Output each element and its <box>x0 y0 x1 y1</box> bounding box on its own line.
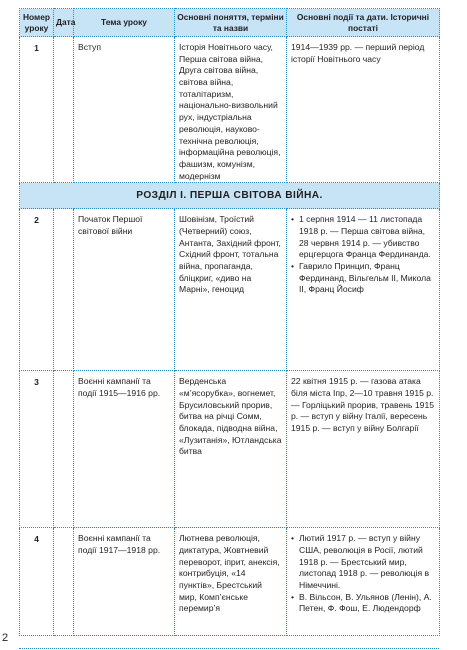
lesson-terms: Шовінізм, Троїстий (Четверний) союз, Антанта, Західний фронт, Східний фронт, тотальна війна, пропаганда, бліцкриг, «диво на Марні», геноцид <box>175 209 287 371</box>
figures-bullet: • В. Вільсон, В. Ульянов (Ленін), А. Петен, Ф. Фош, Е. Людендорф <box>291 592 435 615</box>
lesson-date <box>54 37 74 183</box>
table-bottom-border <box>19 648 439 649</box>
lesson-plan-table <box>19 8 440 636</box>
lesson-events <box>287 37 440 183</box>
event-text: 22 квітня 1915 р. — газова атака біля міста Іпр, 2—10 травня 1915 р. — Горліцький прорив, травень 1915 р. — вступ у війну Італії, вересень 1915 р. — вступ у війну Болгарії <box>291 376 435 433</box>
lesson-number: 4 <box>20 528 54 636</box>
lesson-number: 3 <box>20 371 54 528</box>
lesson-date <box>54 209 74 371</box>
lesson-number: 2 <box>20 209 54 371</box>
lesson-number: 1 <box>20 37 54 183</box>
table-row <box>20 371 440 528</box>
lesson-events <box>287 371 440 528</box>
event-bullet: • Лютий 1917 р. — вступ у війну США, революція в Росії, лютий 1918 р. — Брестський мир, листопад 1918 р. — революція в Німеччині. <box>291 533 435 591</box>
header-events-dates: Основні події та дати. Історичні постаті <box>287 9 440 37</box>
lesson-terms: Лютнева революція, диктатура, Жовтневий переворот, іприт, анексія, контрибуція, «14 пунктів», Брестський мир, Комп’єнське перемир’я <box>175 528 287 636</box>
lesson-date <box>54 528 74 636</box>
page-number: 2 <box>2 632 9 644</box>
header-key-terms: Основні поняття, терміни та назви <box>175 9 287 37</box>
header-lesson-topic: Тема уроку <box>74 9 175 37</box>
table-row <box>20 37 440 183</box>
lesson-topic: Воєнні кампанії та події 1915—1916 рр. <box>74 371 175 528</box>
lesson-terms: Історія Новітнього часу, Перша світова війна, Друга світова війна, світова війна, тоталітаризм, національно-визвольний рух, індустріальна революція, науково-технічна революція, інформаційна революція, фашизм, комунізм, модернізм <box>175 37 287 183</box>
section-title: РОЗДІЛ І. ПЕРША СВІТОВА ВІЙНА. <box>20 183 440 209</box>
header-lesson-number: Номер уроку <box>20 9 54 37</box>
lesson-topic: Воєнні кампанії та події 1917—1918 рр. <box>74 528 175 636</box>
lesson-events <box>287 209 440 371</box>
lesson-topic: Вступ <box>74 37 175 183</box>
table-row <box>20 528 440 636</box>
table-header-row <box>20 9 440 37</box>
section-row <box>20 183 440 209</box>
lesson-date <box>54 371 74 528</box>
event-bullet: • 1 серпня 1914 — 11 листопада 1918 р. — Перша світова війна, 28 червня 1914 р. — убивство ерцгерцога Франца Фердинанда. <box>291 214 435 261</box>
lesson-topic: Початок Першої світової війни <box>74 209 175 371</box>
table-row <box>20 209 440 371</box>
header-date: Дата <box>54 9 74 37</box>
figures-bullet: • Гаврило Принцип, Франц Фердинанд, Вільгельм ІІ, Микола ІІ, Франц Йосиф <box>291 261 435 296</box>
event-text: 1914—1939 рр. — перший період історії Новітнього часу <box>291 42 425 64</box>
lesson-terms: Верденська «м’ясорубка», вогнемет, Брусиловський прорив, битва на річці Сомм, блокада, підводна війна, «Лузитанія», Ютландська битва <box>175 371 287 528</box>
lesson-events <box>287 528 440 636</box>
